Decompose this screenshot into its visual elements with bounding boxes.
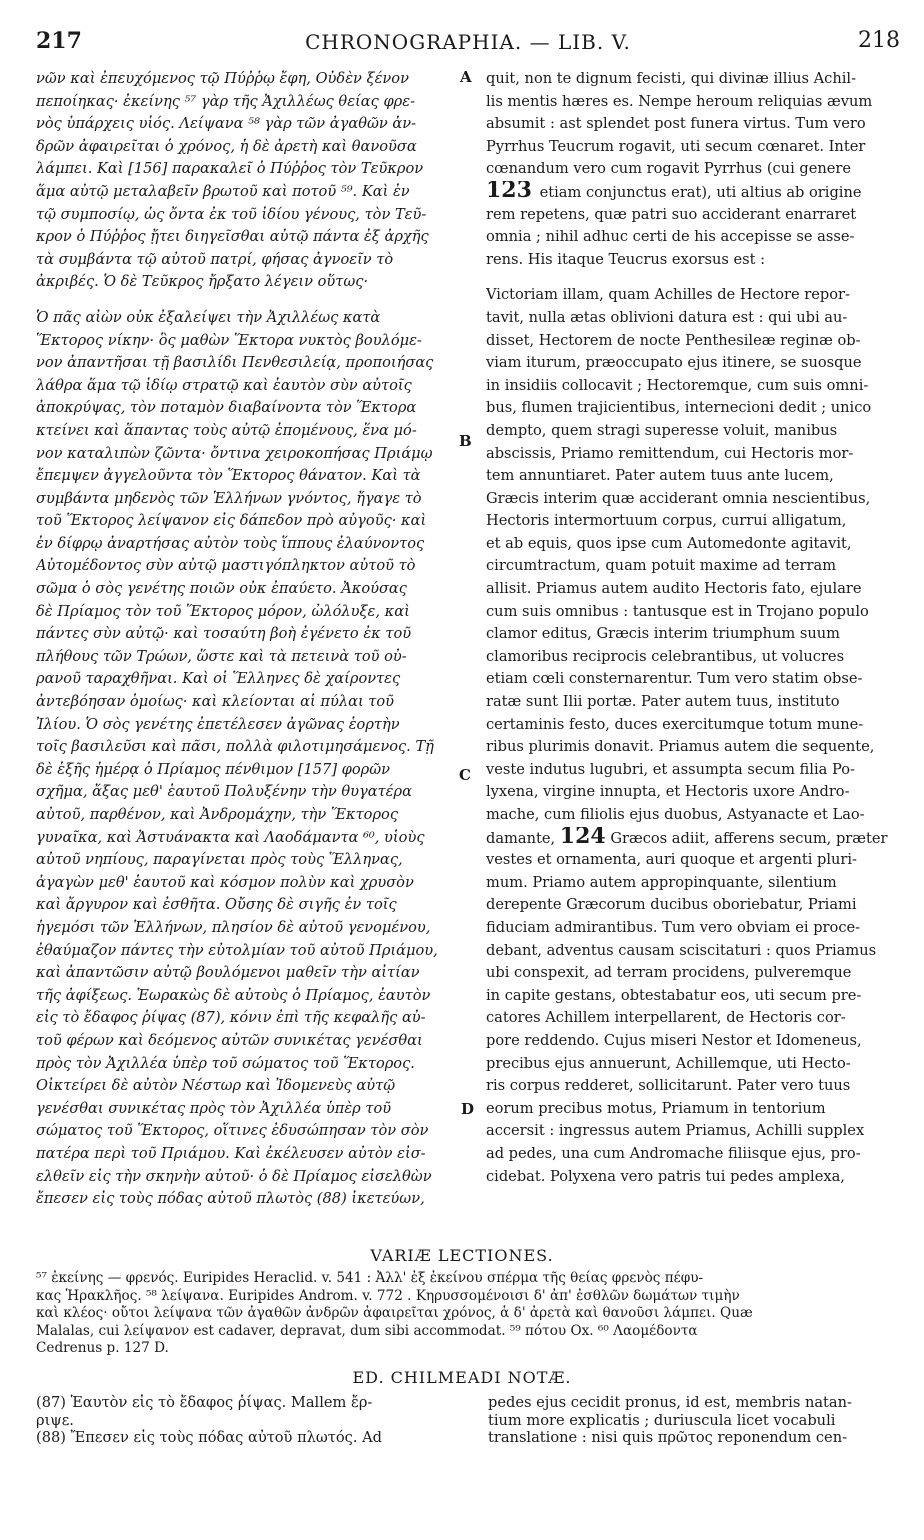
text-line: ἡγεμόσι τῶν Ἑλλήνων, πλησίον δὲ αὐτοῦ γενομένου, xyxy=(36,918,431,936)
text-line: νῶν καὶ ἐπευχόμενος τῷ Πύῤῥῳ ἔφη, Οὐδὲν ξένον xyxy=(36,70,409,87)
text-line: γενέσθαι συνικέτας πρὸς τὸν Ἀχιλλέα ὑπὲρ τοῦ xyxy=(36,1099,392,1117)
text-line: Οἰκτείρει δὲ αὐτὸν Νέστωρ καὶ Ἰδομενεὺς αὐτῷ xyxy=(36,1077,396,1095)
text-line: derepente Græcorum ducibus oboriebatur, Priami xyxy=(486,896,857,914)
text-line: mache, cum filiolis ejus duobus, Astyanacte et Lao- xyxy=(486,806,865,823)
text-line: lyxena, virgine innupta, et Hectoris uxore Andro- xyxy=(486,783,850,801)
text-line: καὶ ἄργυρον καὶ ἐσθῆτα. Οὔσης δὲ σιγῆς ἐν τοῖς xyxy=(36,896,397,914)
text-line: mum. Priamo autem appropinquante, silentium xyxy=(486,873,837,891)
text-line: Cedrenus p. 127 D. xyxy=(36,1340,169,1356)
text-line: accersit : ingressus autem Priamus, Achilli supplex xyxy=(486,1122,865,1140)
text-line: rens. His itaque Teucrus exorsus est : xyxy=(486,250,766,268)
text-line: Hectoris intermortuum corpus, currui alligatum, xyxy=(486,512,847,530)
text-line: clamoribus reciprocis celebrantibus, ut volucres xyxy=(486,647,845,665)
text-line: εἰς τὸ ἔδαφος ῥίψας (87), κόνιν ἐπὶ τῆς κεφαλῆς αὐ- xyxy=(36,1009,426,1027)
text-line: lis mentis hæres es. Nempe heroum reliquias ævum xyxy=(486,92,873,110)
text-line: δρῶν ἀφαιρεῖται ὁ χρόνος, ἡ δὲ ἀρετὴ καὶ θανοῦσα xyxy=(36,137,417,155)
text-line: κρον ὁ Πύῤῥος ᾔτει διηγεῖσθαι αὐτῷ πάντα ἐξ ἀρχῆς xyxy=(36,228,429,246)
text-line: catores Achillem interpellarent, de Hectoris cor- xyxy=(486,1009,846,1027)
text-line: νὸς ὑπάρχεις υἱός. Λείψανα ⁵⁸ γὰρ τῶν ἀγαθῶν ἀν- xyxy=(36,115,417,133)
text-line: cidebat. Polyxena vero patris tui pedes amplexa, xyxy=(486,1167,845,1185)
greek-text-column xyxy=(36,68,462,1211)
chilmeadi-notes-right xyxy=(488,1394,900,1447)
text-line: συμβάντα μηδενὸς τῶν Ἑλλήνων γνόντος, ἤγαγε τὸ xyxy=(36,489,422,507)
text-line: ris corpus redderet, sollicitarunt. Pater vero tuus xyxy=(486,1077,851,1095)
text-line: Ἰλίου. Ὁ σὸς γενέτης ἐπετέλεσεν ἀγῶνας ἑορτὴν xyxy=(36,715,400,733)
text-line: tavit, nulla ætas oblivioni datura est : qui ubi au- xyxy=(486,308,848,326)
text-line: viam iturum, præoccupato ejus itinere, se suosque xyxy=(486,354,862,372)
text-line: νον καταλιπὼν ζῶντα· ὄντινα χειροκοπήσας Πριάμῳ xyxy=(36,444,433,462)
text-line: Ὁ πᾶς αἰὼν οὐκ ἐξαλείψει τὴν Ἀχιλλέως κατὰ xyxy=(36,308,381,326)
page-number-left: 217 xyxy=(36,28,82,54)
text-line: veste indutus lugubri, et assumpta secum filia Po- xyxy=(486,760,855,778)
text-line: ἐν δίφρῳ ἀναρτήσας αὐτὸν τοὺς ἵππους ἐλαύνοντος xyxy=(36,534,425,552)
chilmeadi-notes-left xyxy=(36,1394,476,1447)
page-header xyxy=(36,28,900,60)
text-line: κτείνει καὶ ἅπαντας τοὺς αὐτῷ ἑπομένους, ἕνα μό- xyxy=(36,421,417,439)
text-line: τοῖς βασιλεῦσι καὶ πᾶσι, πολλὰ φιλοτιμησάμενος. Τῇ xyxy=(36,738,434,756)
text-line: Græcis interim quæ acciderant omnia nescientibus, xyxy=(486,489,871,507)
text-line: translatione : nisi quis πρῶτος reponendum cen- xyxy=(488,1429,848,1446)
text-line: σῶμα ὁ σὸς γενέτης ποιῶν οὐκ ἐπαύετο. Ἀκούσας xyxy=(36,580,407,598)
running-head: CHRONOGRAPHIA. — LIB. V. xyxy=(305,30,631,54)
text-line: καὶ κλέος· οὔτοι λείψανα τῶν ἀγαθῶν ἀνδρῶν ἀφαιρεῖται χρόνος, ἁ δ' ἀρετὰ καὶ θανοῦσι λάμπει. Quæ xyxy=(36,1305,753,1321)
text-line: tium more explicatis ; duriuscula licet vocabuli xyxy=(488,1411,836,1429)
text-line: certaminis festo, duces exercitumque totum mune- xyxy=(486,715,864,733)
text-line: Ἕκτορος νίκην· ὃς μαθὼν Ἕκτορα νυκτὸς βουλόμε- xyxy=(36,331,422,349)
text-line: bus, flumen trajicientibus, internecioni dedit ; unico xyxy=(486,399,872,417)
page-ref-123: 123 xyxy=(486,180,540,203)
text-line: circumtractum, quam potuit maxime ad terram xyxy=(486,557,837,575)
text-line: τοῦ φέρων καὶ δεόμενος αὐτῶν συνικέτας γενέσθαι xyxy=(36,1031,423,1049)
text-line: vestes et ornamenta, auri quoque et argenti pluri- xyxy=(486,851,857,869)
chilmeadi-notes-title: ED. CHILMEADI NOTÆ. xyxy=(352,1368,572,1387)
text-line: πλήθους τῶν Τρώων, ὥστε καὶ τὰ πετεινὰ τοῦ οὐ- xyxy=(36,647,407,665)
text-line: λάθρα ἅμα τῷ ἰδίῳ στρατῷ καὶ ἑαυτὸν σὺν αὐτοῖς xyxy=(36,376,412,394)
text-line: τῷ συμποσίῳ, ὡς ὄντα ἐκ τοῦ ἰδίου γένους, τὸν Τεῦ- xyxy=(36,205,427,223)
text-line: disset, Hectorem de nocte Penthesileæ reginæ ob- xyxy=(486,331,861,349)
text-line: γυναῖκα, καὶ Ἀστυάνακτα καὶ Λαοδάμαντα ⁶⁰, υἱοὺς xyxy=(36,828,425,846)
text-line: et ab equis, quos ipse cum Automedonte agitavit, xyxy=(486,534,852,552)
text-line: δὲ Πρίαμος τὸν τοῦ Ἕκτορος μόρον, ὠλόλυξε, καὶ xyxy=(36,602,410,620)
text-line: cum suis omnibus : tantusque est in Trojano populo xyxy=(486,602,869,620)
text-line: Pyrrhus Teucrum rogavit, uti secum cœnaret. Inter xyxy=(486,137,866,155)
text-line: κας Ἡρακλῆος. ⁵⁸ λείψανα. Euripides Androm. v. 772 . Κηρυσσομένοισι δ' ἀπ' ἐσθλῶν δωμάτων τιμὴν xyxy=(36,1287,740,1304)
text-line: abscissis, Priamo remittendum, cui Hectoris mor- xyxy=(486,444,854,462)
text-line: τοῦ Ἕκτορος λείψανον εἰς δάπεδον πρὸ αὐγοῦς· καὶ xyxy=(36,512,427,530)
text-line: cœnandum vero cum rogavit Pyrrhus (cui genere xyxy=(486,160,852,178)
text-line: ἐθαύμαζον πάντες τὴν εὐτολμίαν τοῦ αὐτοῦ Πριάμου, xyxy=(36,941,438,959)
text-line: quit, non te dignum fecisti, qui divinæ illius Achil- xyxy=(486,70,857,87)
text-line: 123 etiam conjunctus erat), uti altius ab origine xyxy=(486,181,898,204)
text-line: τὰ συμβάντα τῷ αὐτοῦ πατρί, φήσας ἀγνοεῖν τὸ xyxy=(36,250,394,268)
text-line: ελθεῖν εἰς τὴν σκηνὴν αὐτοῦ· ὁ δὲ Πρίαμος εἰσελθὼν xyxy=(36,1167,432,1185)
text-line: ἀκριβές. Ὁ δὲ Τεῦκρος ἤρξατο λέγειν οὕτως· xyxy=(36,273,369,291)
text-line: dempto, quem stragi superesse voluit, manibus xyxy=(486,421,838,439)
margin-marker-c: C xyxy=(459,766,471,784)
text-line: ἀγαγὼν μεθ' ἑαυτοῦ καὶ κόσμον πολὺν καὶ χρυσὸν xyxy=(36,873,414,891)
text-line: (87) Ἑαυτὸν εἰς τὸ ἔδαφος ῥίψας. Mallem ἔρ- xyxy=(36,1394,373,1411)
text-line: λάμπει. Καὶ [156] παρακαλεῖ ὁ Πύῤῥος τὸν Τεῦκρον xyxy=(36,160,424,178)
text-line: πεποίηκας· ἐκείνης ⁵⁷ γὰρ τῆς Ἀχιλλέως θείας φρε- xyxy=(36,92,416,110)
text-line: ἔπεμψεν ἀγγελοῦντα τὸν Ἕκτορος θάνατον. Καὶ τὰ xyxy=(36,467,421,485)
text-line: ἀντεβόησαν ὁμοίως· καὶ κλείονται αἱ πύλαι τοῦ xyxy=(36,693,395,711)
text-line: ubi conspexit, ad terram procidens, pulveremque xyxy=(486,964,852,982)
text-line: Victoriam illam, quam Achilles de Hectore repor- xyxy=(486,286,850,304)
text-line: eorum precibus motus, Priamum in tentorium xyxy=(486,1099,826,1117)
text-line: ἅμα αὐτῷ μεταλαβεῖν βρωτοῦ καὶ ποτοῦ ⁵⁹. Καὶ ἐν xyxy=(36,182,410,200)
text-line: tem annuntiaret. Pater autem tuus ante lucem, xyxy=(486,467,834,485)
margin-marker-a: A xyxy=(460,68,472,86)
text-line: αὐτοῦ νηπίους, παραγίνεται πρὸς τοὺς Ἕλληνας, xyxy=(36,851,403,869)
text-line: absumit : ast splendet post funera virtus. Tum vero xyxy=(486,115,866,133)
text-line: damante, 124 Græcos adiit, afferens secum, præter xyxy=(486,827,898,850)
text-line: debant, adventus causam sciscitaturi : quos Priamus xyxy=(486,941,877,959)
text-line: τῆς ἀφίξεως. Ἑωρακὼς δὲ αὐτοὺς ὁ Πρίαμος, ἑαυτὸν xyxy=(36,986,431,1004)
text-line: Malalas, cui λείψανον est cadaver, depravat, dum sibi accommodat. ⁵⁹ πότου Ox. ⁶⁰ Λαομέδοντα xyxy=(36,1322,698,1339)
text-line: etiam cœli consternarentur. Tum vero statim obse- xyxy=(486,670,863,688)
text-line: αὐτοῦ, παρθένον, καὶ Ἀνδρομάχην, τὴν Ἕκτορος xyxy=(36,806,399,823)
text-line: πατέρα περὶ τοῦ Πριάμου. Καὶ ἐκέλευσεν αὐτὸν εἰσ- xyxy=(36,1144,426,1162)
text-line: rem repetens, quæ patri suo acciderant enarraret xyxy=(486,205,857,223)
text-line: ριψε. xyxy=(36,1411,74,1429)
text-line: ρανοῦ ταραχθῆναι. Καὶ οἱ Ἕλληνες δὲ χαίροντες xyxy=(36,670,401,688)
text-line: ad pedes, una cum Andromache filiisque ejus, pro- xyxy=(486,1144,861,1162)
text-line: σχῆμα, ἄξας μεθ' ἑαυτοῦ Πολυξένην τὴν θυγατέρα xyxy=(36,783,412,801)
text-line: ratæ sunt Ilii portæ. Pater autem tuus, instituto xyxy=(486,693,840,711)
text-line: pore reddendo. Cujus miseri Nestor et Idomeneus, xyxy=(486,1031,862,1049)
text-line: in insidiis collocavit ; Hectoremque, cum suis omni- xyxy=(486,376,869,394)
text-line: νον ἀπαντῆσαι τῇ βασιλίδι Πενθεσιλείᾳ, προποιήσας xyxy=(36,354,434,372)
page-number-right: 218 xyxy=(858,28,900,53)
text-line: in capite gestans, obtestabatur eos, uti secum pre- xyxy=(486,986,862,1004)
text-line: (88) Ἔπεσεν εἰς τοὺς πόδας αὐτοῦ πλωτός. Ad xyxy=(36,1429,382,1446)
margin-marker-d: D xyxy=(461,1100,475,1118)
text-line: πάντες σὺν αὐτῷ· καὶ τοσαύτη βοὴ ἐγένετο ἐκ τοῦ xyxy=(36,625,412,643)
text-line: ἀποκρύψας, τὸν ποταμὸν διαβαίνοντα τὸν Ἕκτορα xyxy=(36,399,417,417)
text-line: omnia ; nihil adhuc certi de his accepisse se asse- xyxy=(486,228,855,246)
latin-text-column xyxy=(486,68,898,1188)
text-line: ἔπεσεν εἰς τοὺς πόδας αὐτοῦ πλωτὸς (88) ἱκετεύων, xyxy=(36,1190,425,1208)
text-line: pedes ejus cecidit pronus, id est, membris natan- xyxy=(488,1394,852,1411)
page-ref-124: 124 xyxy=(559,826,606,849)
text-line: allisit. Priamus autem audito Hectoris fato, ejulare xyxy=(486,580,862,598)
text-line: ⁵⁷ ἐκείνης — φρενός. Euripides Heraclid. v. 541 : Ἀλλ' ἐξ ἐκείνου σπέρμα τῆς θείας φρενὸς πέφυ- xyxy=(36,1270,704,1286)
margin-marker-b: B xyxy=(459,432,472,450)
text-line: καὶ ἀπαντῶσιν αὐτῷ βουλόμενοι μαθεῖν τὴν αἰτίαν xyxy=(36,964,420,982)
text-line: δὲ ἑξῆς ἡμέρᾳ ὁ Πρίαμος πένθιμον [157] φορῶν xyxy=(36,760,391,778)
text-line: precibus ejus annuerunt, Achillemque, uti Hecto- xyxy=(486,1054,851,1072)
text-line: πρὸς τὸν Ἀχιλλέα ὑπὲρ τοῦ σώματος τοῦ Ἕκτορος. xyxy=(36,1054,415,1072)
text-line: ribus plurimis donavit. Priamus autem die sequente, xyxy=(486,738,875,756)
text-line: σώματος τοῦ Ἕκτορος, οἵτινες ἐδυσώπησαν τὸν σὸν xyxy=(36,1122,429,1140)
variae-lectiones-title: VARIÆ LECTIONES. xyxy=(370,1246,554,1265)
variae-lectiones-notes xyxy=(36,1270,902,1358)
text-line: fiduciam admirantibus. Tum vero obviam ei proce- xyxy=(486,918,861,936)
text-line: Αὐτομέδοντος σὺν αὐτῷ μαστιγόπληκτον αὐτοῦ τὸ xyxy=(36,557,416,575)
text-line: clamor editus, Græcis interim triumphum suum xyxy=(486,625,840,643)
